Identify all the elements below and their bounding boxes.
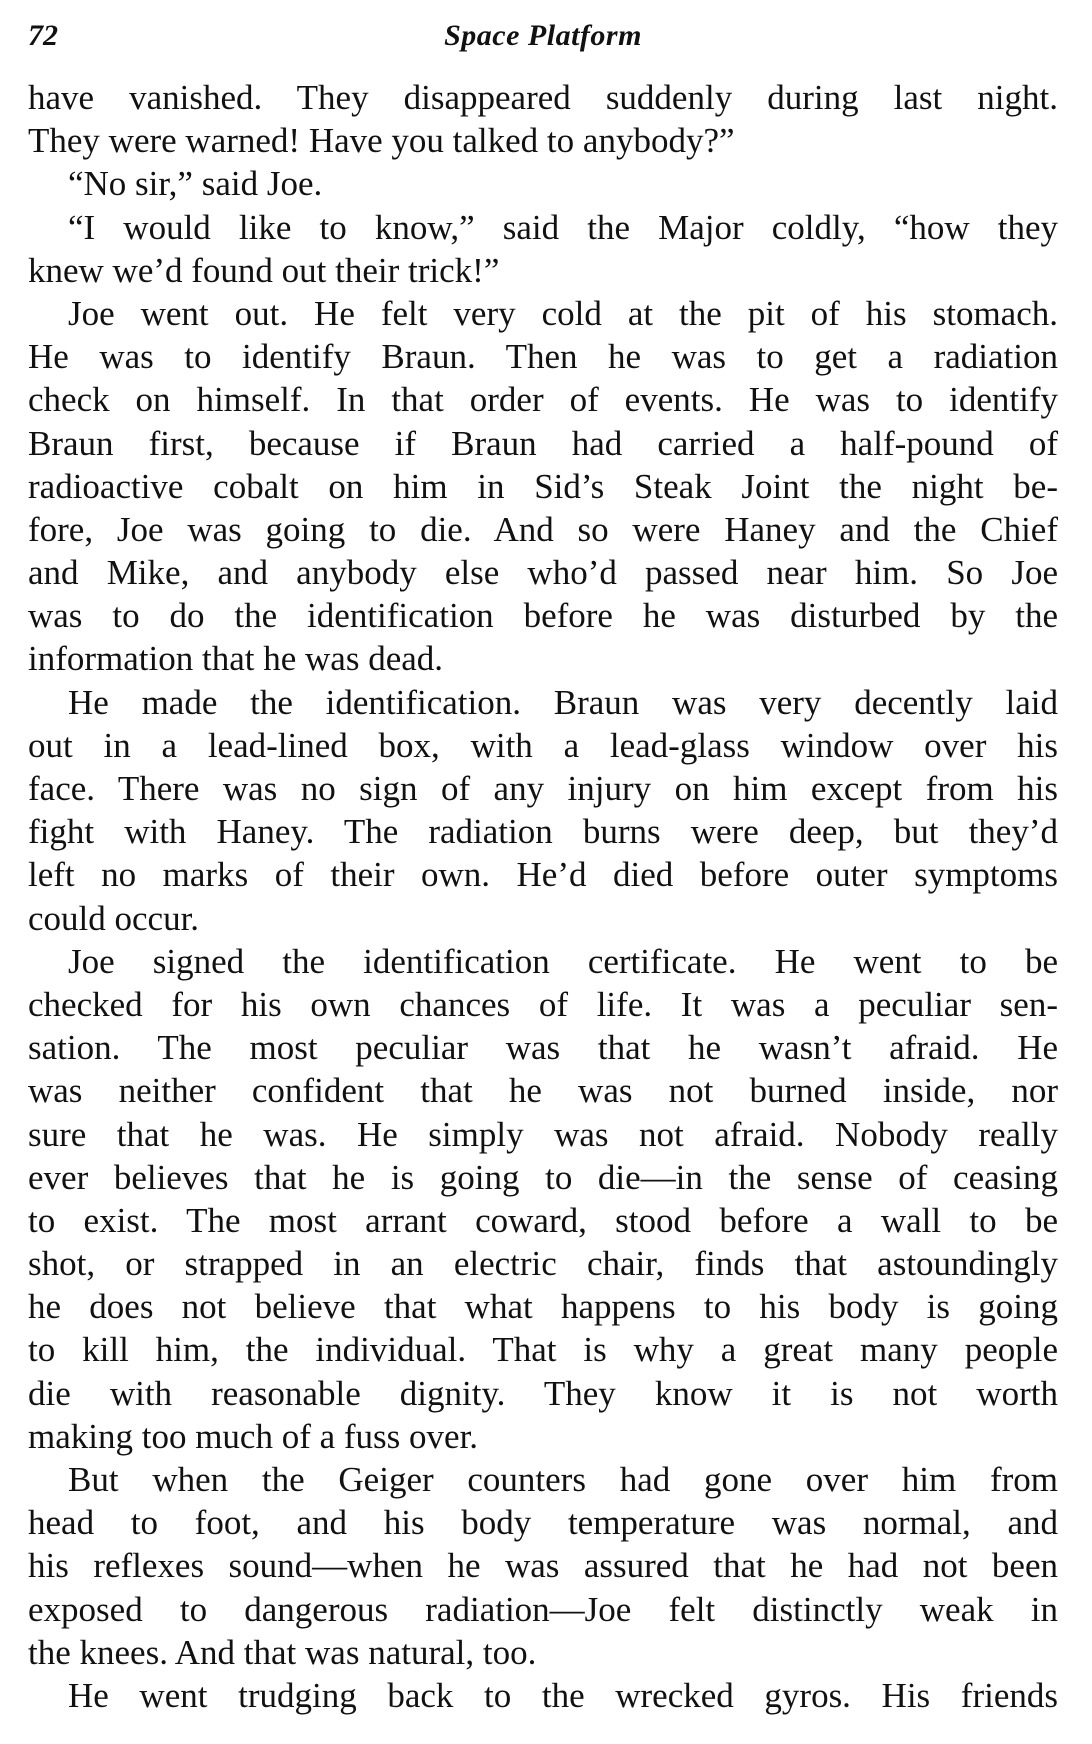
text-line: exposed to dangerous radiation—Joe felt distinctly weak in (28, 1589, 1058, 1629)
text-line: information that he was dead. (28, 639, 444, 679)
text-line: ever believes that he is going to die—in the sense of ceasing (28, 1157, 1058, 1197)
text-line: But when the Geiger counters had gone over him from (68, 1460, 1058, 1499)
text-line: he does not believe that what happens to his body is going (28, 1287, 1058, 1327)
text-line: He went trudging back to the wrecked gyros. His friends (68, 1675, 1058, 1715)
text-line: have vanished. They disappeared suddenly during last night. (28, 78, 1058, 117)
page-header (28, 14, 1058, 58)
text-line: to kill him, the individual. That is why a great many people (28, 1330, 1058, 1370)
text-line: making too much of a fuss over. (28, 1416, 479, 1456)
text-line: fore, Joe was going to die. And so were Haney and the Chief (28, 509, 1058, 549)
text-line: check on himself. In that order of events. He was to identify (28, 380, 1058, 420)
text-line: and Mike, and anybody else who’d passed near him. So Joe (28, 553, 1058, 593)
text-line: the knees. And that was natural, too. (28, 1632, 537, 1672)
text-line: to exist. The most arrant coward, stood before a wall to be (28, 1200, 1058, 1240)
text-line: fight with Haney. The radiation burns were deep, but they’d (28, 812, 1058, 852)
text-line: was to do the identification before he was disturbed by the (28, 596, 1058, 636)
running-title: Space Platform (444, 19, 642, 52)
text-line: Joe signed the identification certificate. He went to be (68, 941, 1058, 981)
text-line: “No sir,” said Joe. (68, 164, 323, 204)
text-line: was neither confident that he was not burned inside, nor (28, 1071, 1058, 1111)
text-line: his reflexes sound—when he was assured that he had not been (28, 1546, 1058, 1586)
text-line: checked for his own chances of life. It was a peculiar sen- (28, 984, 1058, 1024)
text-line: left no marks of their own. He’d died before outer symptoms (28, 855, 1058, 895)
text-line: He made the identification. Braun was very decently laid (68, 682, 1058, 722)
text-line: out in a lead-lined box, with a lead-glass window over his (28, 725, 1058, 765)
body-text (28, 76, 1058, 1717)
text-line: shot, or strapped in an electric chair, finds that astoundingly (28, 1244, 1058, 1284)
text-line: sure that he was. He simply was not afraid. Nobody really (28, 1114, 1058, 1154)
page-number: 72 (28, 19, 58, 52)
text-line: “I would like to know,” said the Major coldly, “how they (68, 207, 1058, 247)
text-line: head to foot, and his body temperature was normal, and (28, 1503, 1058, 1543)
text-line: Joe went out. He felt very cold at the pit of his stomach. (68, 293, 1058, 333)
text-line: Braun first, because if Braun had carried a half-pound of (28, 423, 1058, 463)
text-line: die with reasonable dignity. They know it is not worth (28, 1373, 1058, 1413)
text-line: They were warned! Have you talked to anybody?” (28, 121, 735, 161)
text-line: radioactive cobalt on him in Sid’s Steak Joint the night be- (28, 466, 1058, 506)
text-line: could occur. (28, 898, 200, 938)
text-line: He was to identify Braun. Then he was to get a radiation (28, 337, 1058, 377)
text-line: sation. The most peculiar was that he wasn’t afraid. He (28, 1028, 1058, 1068)
text-line: face. There was no sign of any injury on him except from his (28, 769, 1058, 808)
text-line: knew we’d found out their trick!” (28, 250, 500, 290)
